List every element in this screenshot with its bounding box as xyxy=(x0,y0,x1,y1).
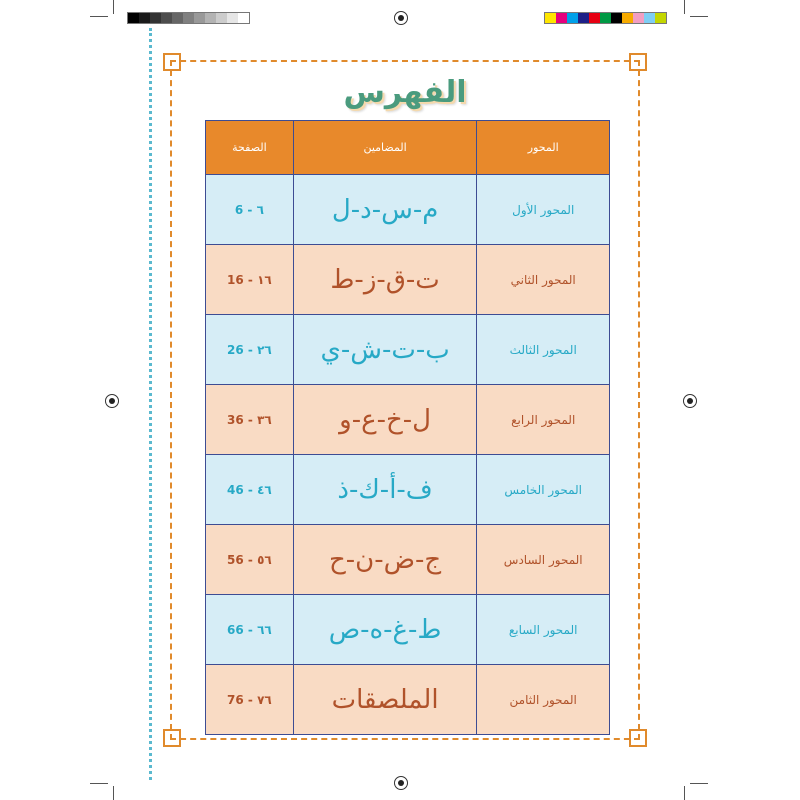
contents-cell: ل-خ-ع-و xyxy=(293,385,477,455)
axis-cell: المحور السادس xyxy=(477,525,610,595)
table-row xyxy=(206,385,610,455)
table-row xyxy=(206,455,610,525)
axis-cell: المحور الثالث xyxy=(477,315,610,385)
page-title: الفهرس xyxy=(343,74,467,110)
table-row xyxy=(206,175,610,245)
binding-dotted-line xyxy=(149,28,152,780)
grayscale-swatch xyxy=(205,13,216,23)
table-row xyxy=(206,245,610,315)
grayscale-swatch xyxy=(183,13,194,23)
frame-corner-ornament xyxy=(163,729,181,747)
column-header-contents: المضامين xyxy=(293,121,477,175)
registration-mark-bottom xyxy=(394,776,408,790)
grayscale-swatch xyxy=(150,13,161,23)
color-swatch xyxy=(567,13,578,23)
grayscale-swatch xyxy=(194,13,205,23)
table-row xyxy=(206,315,610,385)
grayscale-swatch xyxy=(227,13,238,23)
contents-cell: ت-ق-ز-ط xyxy=(293,245,477,315)
color-calibration-bar xyxy=(544,12,667,24)
color-swatch xyxy=(644,13,655,23)
axis-cell: المحور الثامن xyxy=(477,665,610,735)
crop-mark xyxy=(90,16,108,17)
contents-cell: ج-ض-ن-ح xyxy=(293,525,477,595)
column-header-page: الصفحة xyxy=(206,121,294,175)
grayscale-swatch xyxy=(139,13,150,23)
contents-cell: ب-ت-ش-ي xyxy=(293,315,477,385)
color-swatch xyxy=(545,13,556,23)
color-swatch xyxy=(655,13,666,23)
table-row xyxy=(206,665,610,735)
color-swatch xyxy=(578,13,589,23)
axis-cell: المحور الأول xyxy=(477,175,610,245)
crop-mark xyxy=(690,783,708,784)
grayscale-swatch xyxy=(216,13,227,23)
axis-cell: المحور الخامس xyxy=(477,455,610,525)
table-row xyxy=(206,525,610,595)
color-swatch xyxy=(633,13,644,23)
registration-mark-top xyxy=(394,11,408,25)
color-swatch xyxy=(556,13,567,23)
page-cell: 26 - ٢٦ xyxy=(206,315,294,385)
color-swatch xyxy=(622,13,633,23)
axis-cell: المحور السابع xyxy=(477,595,610,665)
column-header-axis: المحور xyxy=(477,121,610,175)
crop-mark xyxy=(113,0,114,14)
color-swatch xyxy=(589,13,600,23)
grayscale-swatch xyxy=(161,13,172,23)
color-swatch xyxy=(611,13,622,23)
page-cell: 66 - ٦٦ xyxy=(206,595,294,665)
frame-corner-ornament xyxy=(629,729,647,747)
grayscale-swatch xyxy=(238,13,249,23)
registration-mark-left xyxy=(105,394,119,408)
frame-corner-ornament xyxy=(629,53,647,71)
table-row xyxy=(206,595,610,665)
contents-cell: الملصقات xyxy=(293,665,477,735)
grayscale-calibration-bar xyxy=(127,12,250,24)
index-table xyxy=(205,120,610,735)
contents-cell: ف-أ-ك-ذ xyxy=(293,455,477,525)
frame-corner-ornament xyxy=(163,53,181,71)
page-cell: 36 - ٣٦ xyxy=(206,385,294,455)
axis-cell: المحور الثاني xyxy=(477,245,610,315)
page-cell: 16 - ١٦ xyxy=(206,245,294,315)
crop-mark xyxy=(684,786,685,800)
crop-mark xyxy=(90,783,108,784)
page-cell: 76 - ٧٦ xyxy=(206,665,294,735)
page-cell: 46 - ٤٦ xyxy=(206,455,294,525)
table-header-row xyxy=(206,121,610,175)
contents-cell: ط-غ-ه-ص xyxy=(293,595,477,665)
page-cell: 6 - ٦ xyxy=(206,175,294,245)
crop-mark xyxy=(113,786,114,800)
grayscale-swatch xyxy=(172,13,183,23)
grayscale-swatch xyxy=(128,13,139,23)
crop-mark xyxy=(690,16,708,17)
page-cell: 56 - ٥٦ xyxy=(206,525,294,595)
axis-cell: المحور الرابع xyxy=(477,385,610,455)
contents-cell: م-س-د-ل xyxy=(293,175,477,245)
color-swatch xyxy=(600,13,611,23)
registration-mark-right xyxy=(683,394,697,408)
crop-mark xyxy=(684,0,685,14)
